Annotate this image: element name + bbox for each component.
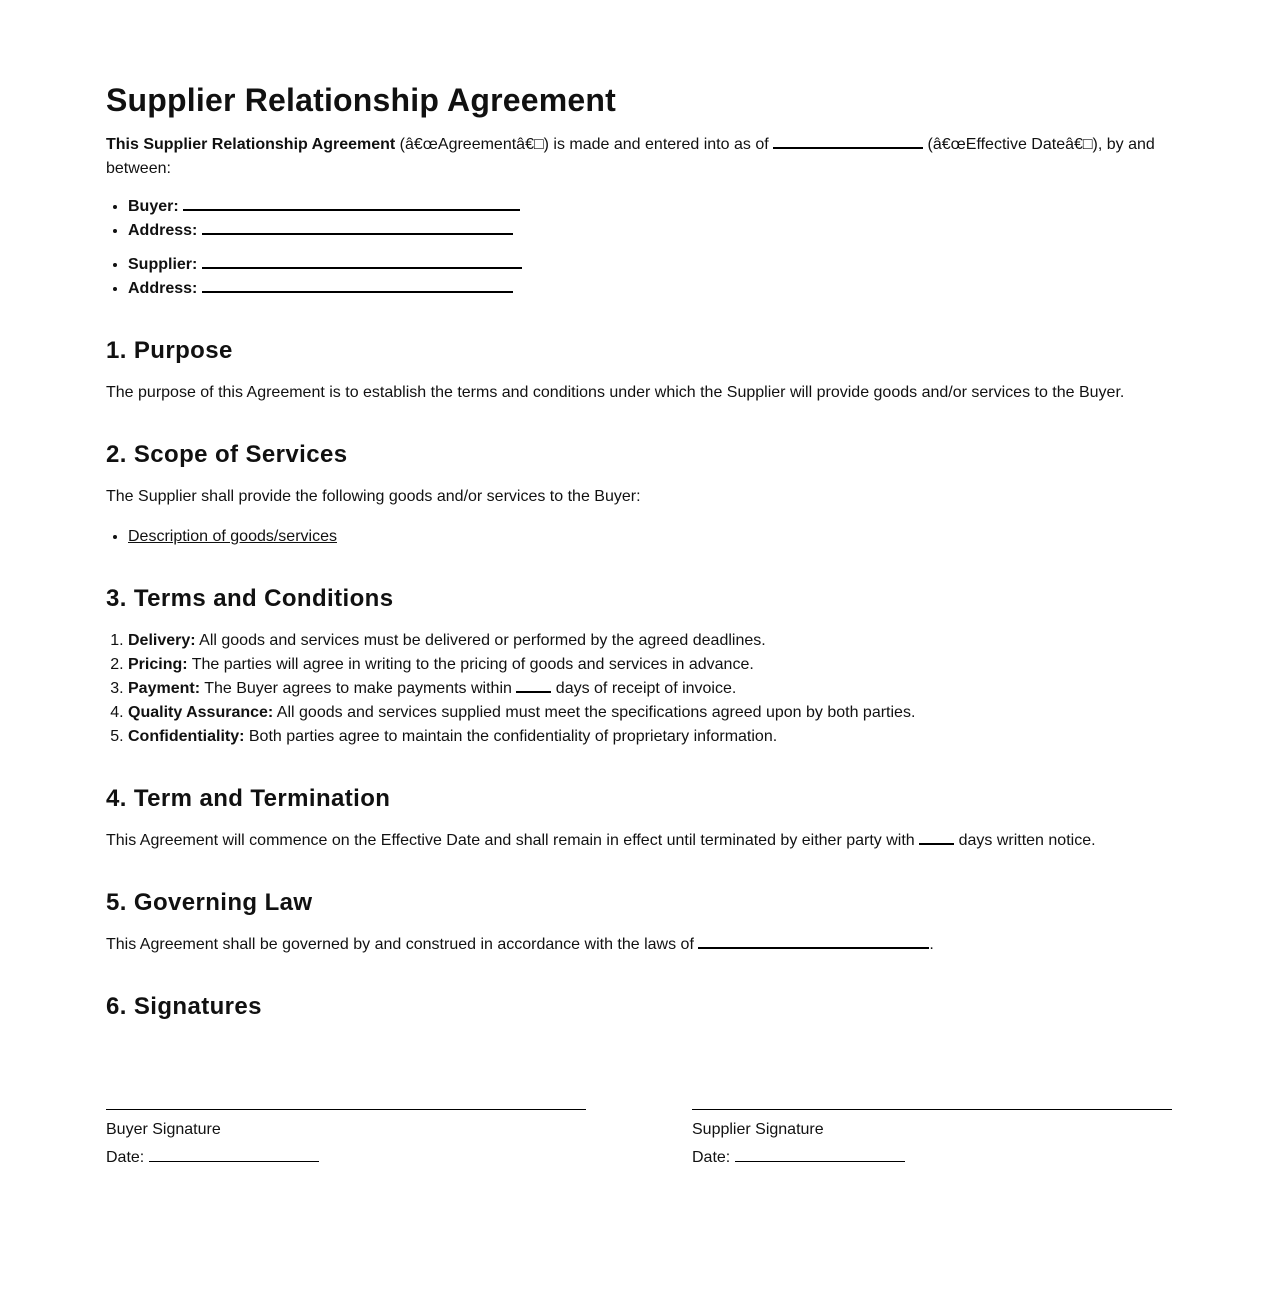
term-text: days of receipt of invoice. <box>551 680 737 697</box>
supplier-signature-block <box>692 1109 1172 1170</box>
termination-text: days written notice. <box>954 832 1096 849</box>
notice-days-blank[interactable] <box>919 829 954 845</box>
section-heading: 5. Governing Law <box>106 889 313 916</box>
term-label: Pricing: <box>128 656 188 673</box>
section-heading: 2. Scope of Services <box>106 441 348 468</box>
payment-days-blank[interactable] <box>516 677 551 693</box>
list-item <box>128 525 1172 549</box>
section-body: The Supplier shall provide the following goods and/or services to the Buyer: <box>106 488 641 505</box>
law-text: This Agreement shall be governed by and construed in accordance with the laws of <box>106 936 699 953</box>
term-label: Delivery: <box>128 632 196 649</box>
buyer-blank[interactable] <box>183 195 520 211</box>
supplier-signature-label: Supplier Signature <box>692 1121 824 1138</box>
scope-list <box>106 525 1172 549</box>
list-item <box>128 725 1172 749</box>
section-body <box>106 829 1172 853</box>
intro-paragraph <box>106 133 1172 181</box>
section-terms <box>106 585 1172 749</box>
supplier-field <box>128 253 1172 277</box>
buyer-signature-label: Buyer Signature <box>106 1121 221 1138</box>
supplier-blank[interactable] <box>202 253 522 269</box>
supplier-date-blank[interactable] <box>735 1147 905 1162</box>
supplier-list <box>106 253 1172 301</box>
term-label: Quality Assurance: <box>128 704 274 721</box>
section-body <box>106 933 1172 957</box>
buyer-date-field <box>106 1146 586 1170</box>
section-heading: 6. Signatures <box>106 993 262 1020</box>
goods-description-link[interactable]: Description of goods/services <box>128 528 337 545</box>
buyer-address-blank[interactable] <box>202 219 513 235</box>
term-text: Both parties agree to maintain the confidentiality of proprietary information. <box>244 728 778 745</box>
document-title: Supplier Relationship Agreement <box>106 82 616 118</box>
buyer-field <box>128 195 1172 219</box>
buyer-signature-block <box>106 1109 586 1170</box>
intro-text-2: (â€œEffective Dateâ€□), by and between: <box>106 136 1155 177</box>
term-text: The Buyer agrees to make payments within <box>200 680 517 697</box>
list-item <box>128 629 1172 653</box>
date-label: Date: <box>106 1149 145 1166</box>
buyer-date-blank[interactable] <box>149 1147 319 1162</box>
section-governing-law <box>106 889 1172 957</box>
buyer-address-field <box>128 219 1172 243</box>
signature-row <box>106 1109 1172 1170</box>
termination-text: This Agreement will commence on the Effective Date and shall remain in effect until terminated by either party with <box>106 832 920 849</box>
section-purpose <box>106 337 1172 405</box>
section-heading: 4. Term and Termination <box>106 785 391 812</box>
buyer-list <box>106 195 1172 243</box>
supplier-signature-line[interactable] <box>692 1109 1172 1110</box>
date-label: Date: <box>692 1149 731 1166</box>
list-item <box>128 653 1172 677</box>
supplier-address-field <box>128 277 1172 301</box>
term-text: All goods and services must be delivered or performed by the agreed deadlines. <box>195 632 766 649</box>
section-body: The purpose of this Agreement is to establish the terms and conditions under which the Supplier will provide goods and/or services to the Buyer. <box>106 384 1125 401</box>
term-text: All goods and services supplied must meet the specifications agreed upon by both parties. <box>273 704 916 721</box>
section-heading: 3. Terms and Conditions <box>106 585 394 612</box>
buyer-signature-line[interactable] <box>106 1109 586 1110</box>
effective-date-blank[interactable] <box>773 133 923 149</box>
section-signatures <box>106 993 1172 1170</box>
supplier-date-field <box>692 1146 1172 1170</box>
section-termination <box>106 785 1172 853</box>
term-label: Confidentiality: <box>128 728 245 745</box>
buyer-label: Buyer: <box>128 198 179 215</box>
term-text: The parties will agree in writing to the pricing of goods and services in advance. <box>187 656 754 673</box>
list-item <box>128 677 1172 701</box>
law-text: . <box>929 936 934 953</box>
section-heading: 1. Purpose <box>106 337 233 364</box>
intro-bold-lead: This Supplier Relationship Agreement <box>106 136 396 153</box>
terms-list <box>106 629 1172 749</box>
section-scope <box>106 441 1172 549</box>
intro-text-1: (â€œAgreementâ€□) is made and entered into as of <box>395 136 774 153</box>
supplier-address-label: Address: <box>128 280 198 297</box>
jurisdiction-blank[interactable] <box>698 933 929 949</box>
buyer-address-label: Address: <box>128 222 198 239</box>
list-item <box>128 701 1172 725</box>
supplier-label: Supplier: <box>128 256 198 273</box>
supplier-address-blank[interactable] <box>202 277 513 293</box>
term-label: Payment: <box>128 680 201 697</box>
